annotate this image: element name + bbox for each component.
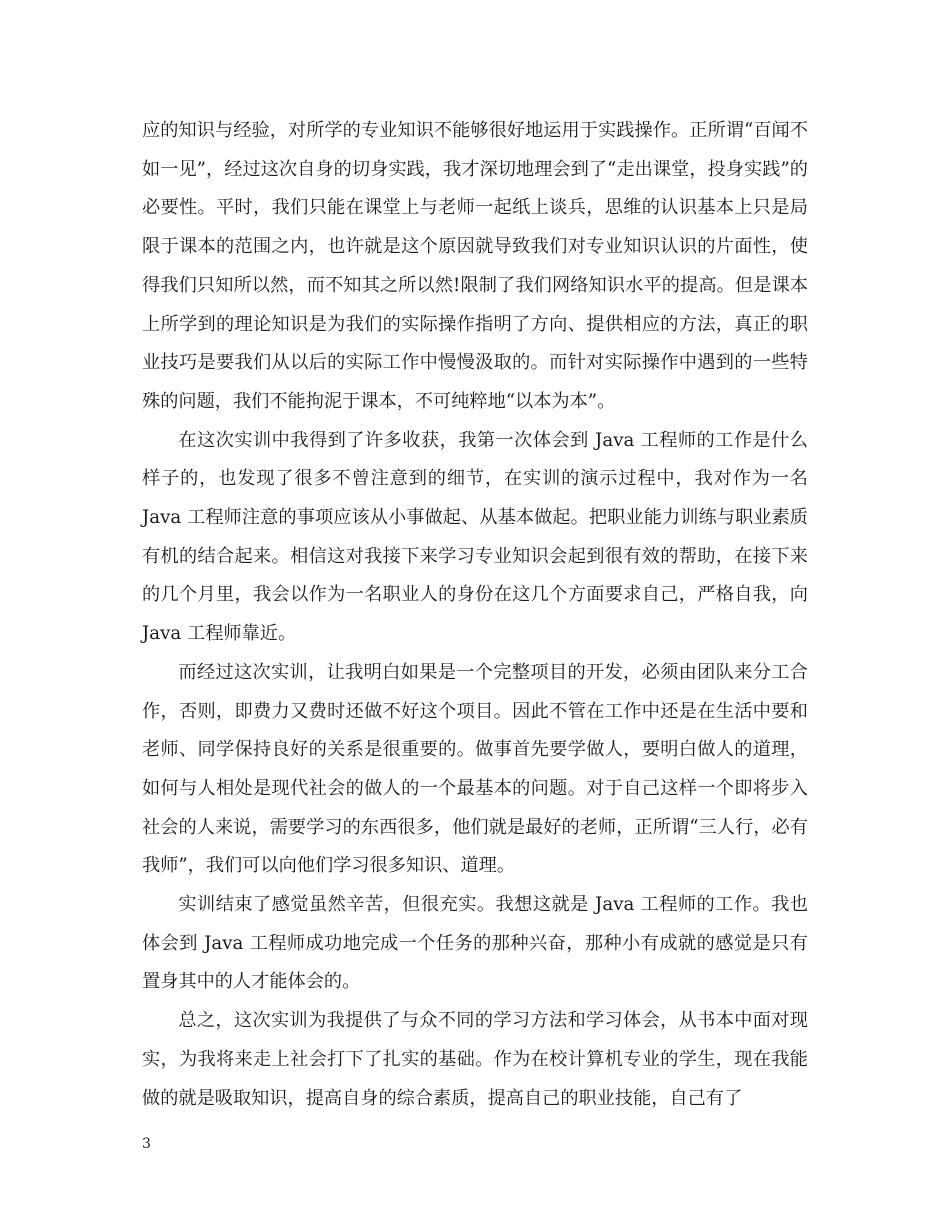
paragraph-1: 应的知识与经验，对所学的专业知识不能够很好地运用于实践操作。正所谓“百闻不如一见”，经过这次自身的切身实践，我才深切地理会到了“走出课堂，投身实践”的必要性。平时，我们只能在课堂上与老师一起纸上谈兵，思维的认识基本上只是局限于课本的范围之内，也许就是这个原因就导致我们对专业知识认识的片面性，使得我们只知所以然，而不知其之所以然!限制了我们网络知识水平的提高。但是课本上所学到的理论知识是为我们的实际操作指明了方向、提供相应的方法，真正的职业技巧是要我们从以后的实际工作中慢慢汲取的。而针对实际操作中遇到的一些特殊的问题，我们不能拘泥于课本，不可纯粹地“以本为本”。	[142, 120, 808, 412]
paragraph-5: 总之，这次实训为我提供了与众不同的学习方法和学习体会，从书本中面对现实，为我将来走上社会打下了扎实的基础。作为在校计算机专业的学生，现在我能做的就是吸取知识，提高自身的综合素质，提高自己的职业技能，自己有了	[142, 1010, 808, 1109]
body-text	[142, 112, 808, 1118]
paragraph-2: 在这次实训中我得到了许多收获，我第一次体会到 Java 工程师的工作是什么样子的，也发现了很多不曾注意到的细节，在实训的演示过程中，我对作为一名 Java 工程师注意的事项应该从小事做起、从基本做起。把职业能力训练与职业素质有机的结合起来。相信这对我接下来学习专业知识会起到很有效的帮助，在接下来的几个月里，我会以作为一名职业人的身份在这几个方面要求自己，严格自我，向 Java 工程师靠近。	[142, 429, 808, 645]
page-number: 3	[142, 1136, 151, 1152]
paragraph-4: 实训结束了感觉虽然辛苦，但很充实。我想这就是 Java 工程师的工作。我也体会到 Java 工程师成功地完成一个任务的那种兴奋，那种小有成就的感觉是只有置身其中的人才能体会的。	[142, 894, 808, 993]
paragraph-3: 而经过这次实训，让我明白如果是一个完整项目的开发，必须由团队来分工合作，否则，即费力又费时还做不好这个项目。因此不管在工作中还是在生活中要和老师、同学保持良好的关系是很重要的。做事首先要学做人，要明白做人的道理，如何与人相处是现代社会的做人的一个最基本的问题。对于自己这样一个即将步入社会的人来说，需要学习的东西很多，他们就是最好的老师，正所谓“三人行，必有我师”，我们可以向他们学习很多知识、道理。	[142, 661, 808, 877]
